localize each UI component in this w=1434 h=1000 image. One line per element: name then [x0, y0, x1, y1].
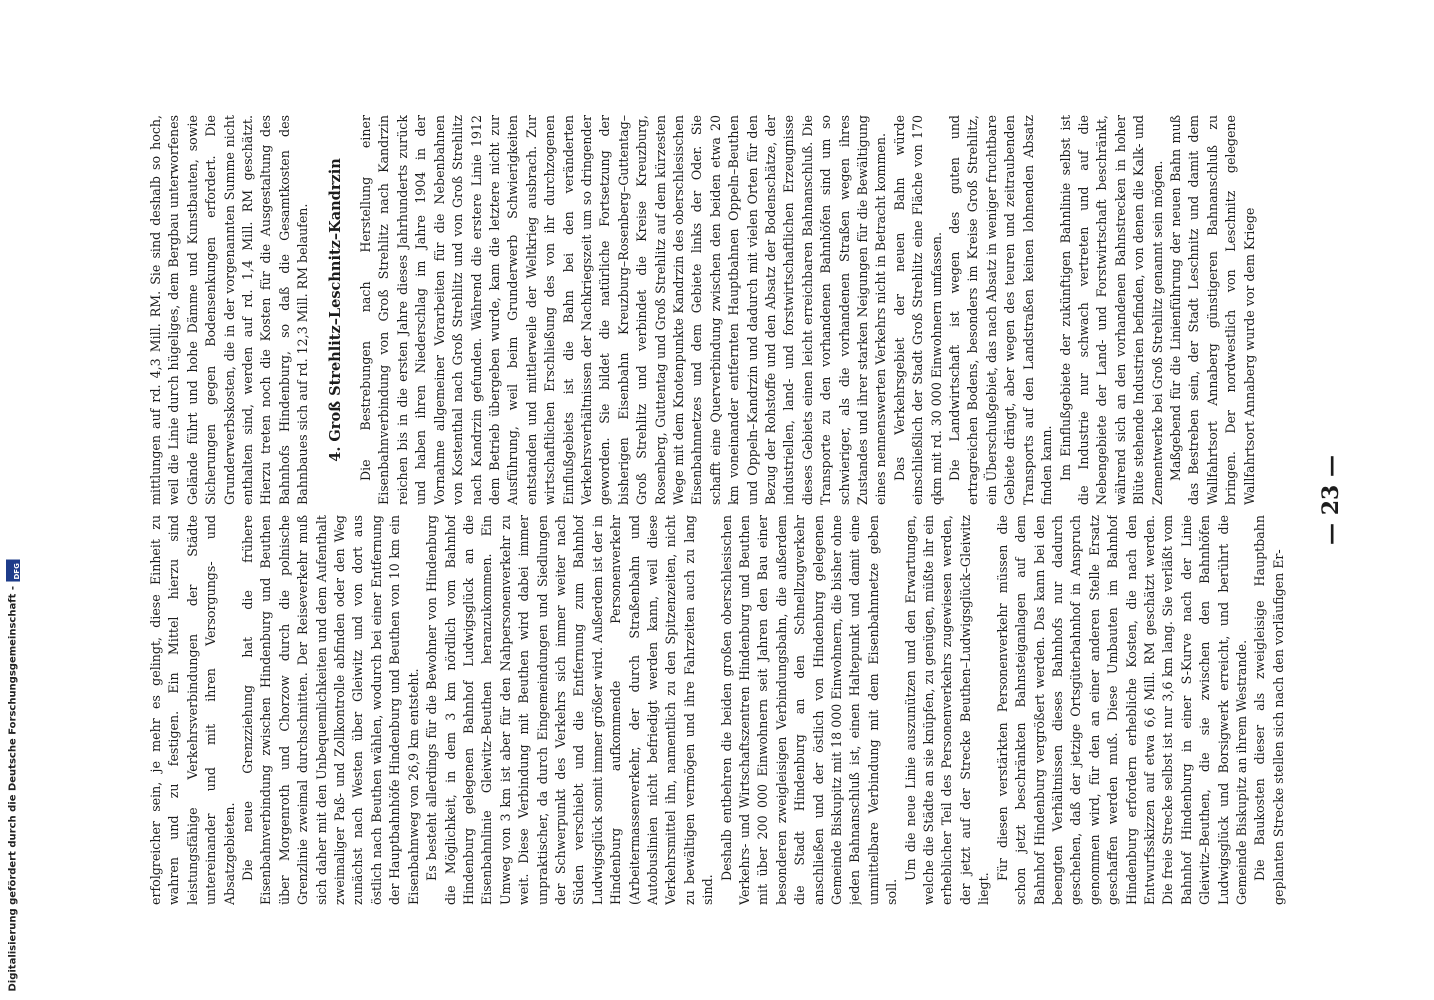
section-heading: 4. Groß Strehlitz–Leschnitz–Kandrzin — [326, 158, 344, 462]
paragraph: erfolgreicher sein, je mehr es gelingt, diese Einheit zu wahren und zu festigen. Ein Mittel hierzu sind leistungsfähige Verkehrsverbindungen der Städte untereinander und mit ihren Versorgungs- und Absatzgebieten. — [148, 515, 237, 905]
right-text-column — [147, 115, 1307, 505]
digitization-credit — [2, 563, 24, 992]
paragraph: Das Verkehrsgebiet der neuen Bahn würde einschließlich der Stadt Groß Strehlitz eine Fläche von 170 qkm mit rd. 30 000 Einwohnern umfassen. — [891, 115, 944, 505]
paragraph: Im Einflußgebiete der zukünftigen Bahnlinie selbst ist die Industrie nur schwach vertreten und auf die Nebengebiete der Land- und Forstwirtschaft beschränkt, während sich an den vorhandenen Bahnstrecken in hoher Blüte stehende Industrien befinden, von denen die Kalk- und Zementwerke bei Groß Strehlitz genannt sein mögen. — [1057, 115, 1165, 505]
paragraph: mittlungen auf rd. 4,3 Mill. RM. Sie sind deshalb so hoch, weil die Linie durch hügeliges, dem Bergbau unterworfenes Gelände führt und hohe Dämme und Kunstbauten, sowie Sicherungen gegen Bodensenkungen erfordert. Die Grunderwerbskosten, die in der vorgenannten Summe nicht enthalten sind, werden auf rd. 1,4 Mill. RM geschätzt. Hierzu treten noch die Kosten für die Ausgestaltung des Bahnhofs Hindenburg, so daß die Gesamtkosten des Bahnbaues sich auf rd. 12,3 Mill. RM belaufen. — [148, 115, 311, 505]
paragraph: Die neue Grenzziehung hat die frühere Eisenbahnverbindung zwischen Hindenburg und Beuthen über Morgenroth und Chorzow durch die polnische Grenzlinie zweimal durchschnitten. Der Reiseverkehr muß sich daher mit den Unbequemlichkeiten und dem Aufenthalt zweimaliger Paß- und Zollkontrolle abfinden oder den Weg zunächst nach Westen über Gleiwitz und von dort aus östlich nach Beuthen wählen, wodurch bei einer Entfernung der Hauptbahnhöfe Hindenburg und Beuthen von 10 km ein Eisenbahnweg von 26,9 km entsteht. — [240, 515, 421, 905]
paragraph: Die Bestrebungen nach Herstellung einer Eisenbahnverbindung von Groß Strehlitz nach Kandrzin reichen bis in die ersten Jahre dieses Jahrhunderts zurück und haben ihren Niederschlag im Jahre 1904 in der Vornahme allgemeiner Vorarbeiten für die Nebenbahnen von Kostenthal nach Groß Strehlitz und von Groß Strehlitz nach Kandrzin gefunden. Während die erstere Linie 1912 dem Betrieb übergeben wurde, kam die letztere nicht zur Ausführung, weil beim Grunderwerb Schwierigkeiten entstanden und mittlerweile der Weltkrieg ausbrach. Zur wirtschaftlichen Erschließung des von ihr durchzogenen Einflußgebiets ist die Bahn bei den veränderten Verkehrsverhältnissen der Nachkriegszeit um so dringender geworden. Sie bildet die natürliche Fortsetzung der bisherigen Eisenbahn Kreuzburg–Rosenberg–Guttentag–Groß Strehlitz und verbindet die Kreise Kreuzburg, Rosenberg, Guttentag und Groß Strehlitz auf dem kürzesten Wege mit dem Knotenpunkte Kandrzin des oberschlesischen Eisenbahnnetzes und dem Gebiete links der Oder. Sie schafft eine Querverbindung zwischen den beiden etwa 20 km voneinander entfernten Hauptbahnen Oppeln–Beuthen und Oppeln–Kandrzin und dadurch mit vielen Orten für den Bezug der Rohstoffe und den Absatz der Bodenschätze, der industriellen, land- und forstwirtschaftlichen Erzeugnisse dieses Gebiets einen leicht erreichbaren Bahnanschluß. Die Transporte zu den vorhandenen Bahnhöfen sind um so schwieriger, als die vorhandenen Straßen wegen ihres Zustandes und ihrer starken Neigungen für die Bewältigung eines nennenswerten Verkehrs nicht in Betracht kommen. — [358, 115, 889, 505]
left-text-column — [147, 515, 1307, 905]
paragraph: Für diesen verstärkten Personenverkehr müssen die schon jetzt beschränkten Bahnsteiganlagen auf dem Bahnhof Hindenburg vergrößert werden. Das kann bei den beengten Verhältnissen dieses Bahnhofs nur dadurch geschehen, daß der jetzige Ortsgüterbahnhof in Anspruch genommen wird, für den an einer anderen Stelle Ersatz geschaffen werden muß. Diese Umbauten im Bahnhof Hindenburg erfordern erhebliche Kosten, die nach den Entwurfsskizzen auf etwa 6,6 Mill. RM geschätzt werden. Die freie Strecke selbst ist nur 3,6 km lang. Sie verläßt vom Bahnhof Hindenburg in einer S-Kurve nach der Linie Gleiwitz–Beuthen, die sie zwischen den Bahnhöfen Ludwigsglück und Borsigwerk erreicht, und berührt die Gemeinde Biskupitz an ihrem Westrande. — [994, 515, 1249, 905]
paragraph: Maßgebend für die Linienführung der neuen Bahn muß das Bestreben sein, der Stadt Leschnitz und damit dem Wallfahrtsort Annaberg günstigeren Bahnanschluß zu bringen. Der nordwestlich von Leschnitz gelegene Wallfahrtsort Annaberg wurde vor dem Kriege — [1167, 115, 1257, 505]
paragraph: Die Landwirtschaft ist wegen des guten und ertragreichen Bodens, besonders im Kreise Groß Strehlitz, ein Überschußgebiet, das nach Absatz in weniger fruchtbare Gebiete drängt, aber wegen des teuren und zeitraubenden Transports auf den Landstraßen keinen lohnenden Absatz finden kann. — [947, 115, 1055, 505]
paragraph: Deshalb entbehren die beiden großen oberschlesischen Verkehrs- und Wirtschaftszentren Hindenburg und Beuthen mit über 200 000 Einwohnern seit Jahren den Bau einer besonderen zweigleisigen Verbindungsbahn, die außerdem die Stadt Hindenburg an den Schnellzugverkehr anschließen und der östlich von Hindenburg gelegenen Gemeinde Biskupitz mit 18 000 Einwohnern, die bisher ohne jeden Bahnanschluß ist, einen Haltepunkt und damit eine unmittelbare Verbindung mit dem Eisenbahnnetze geben soll. — [718, 515, 900, 905]
paragraph: Die Baukosten dieser als zweigleisige Hauptbahn geplanten Strecke stellen sich nach den vorläufigen Er- — [1252, 515, 1286, 905]
page-number: — 23 — — [1318, 455, 1344, 545]
paragraph: Es besteht allerdings für die Bewohner von Hindenburg die Möglichkeit, in dem 3 km nördlich vom Bahnhof Hindenburg gelegenen Bahnhof Ludwigsglück an die Eisenbahnlinie Gleiwitz–Beuthen heranzukommen. Ein Umweg von 3 km ist aber für den Nahpersonenverkehr zu weit. Diese Verbindung mit Beuthen wird dabei immer unpraktischer, da durch Eingemeindungen und Siedlungen der Schwerpunkt des Verkehrs sich immer weiter nach Süden verschiebt und die Entfernung zum Bahnhof Ludwigsglück somit immer größer wird. Außerdem ist der in Hindenburg aufkommende Personenverkehr (Arbeitermassenverkehr, der durch Straßenbahn und Autobuslinien nicht befriedigt werden kann, weil diese Verkehrsmittel ihn, namentlich zu den Spitzenzeiten, nicht zu bewältigen vermögen und ihre Fahrzeiten auch zu lang sind. — [424, 515, 716, 905]
paragraph: Um die neue Linie auszunützen und den Erwartungen, welche die Städte an sie knüpfen, zu genügen, müßte ihr ein erheblicher Teil des Personenverkehrs zugewiesen werden, der jetzt auf der Strecke Beuthen–Ludwigsglück–Gleiwitz liegt. — [902, 515, 992, 905]
credit-text: Digitalisierung gefördert durch die Deutsche Forschungsgemeinschaft - — [7, 586, 19, 992]
dfg-logo-icon: DFG — [6, 560, 20, 582]
